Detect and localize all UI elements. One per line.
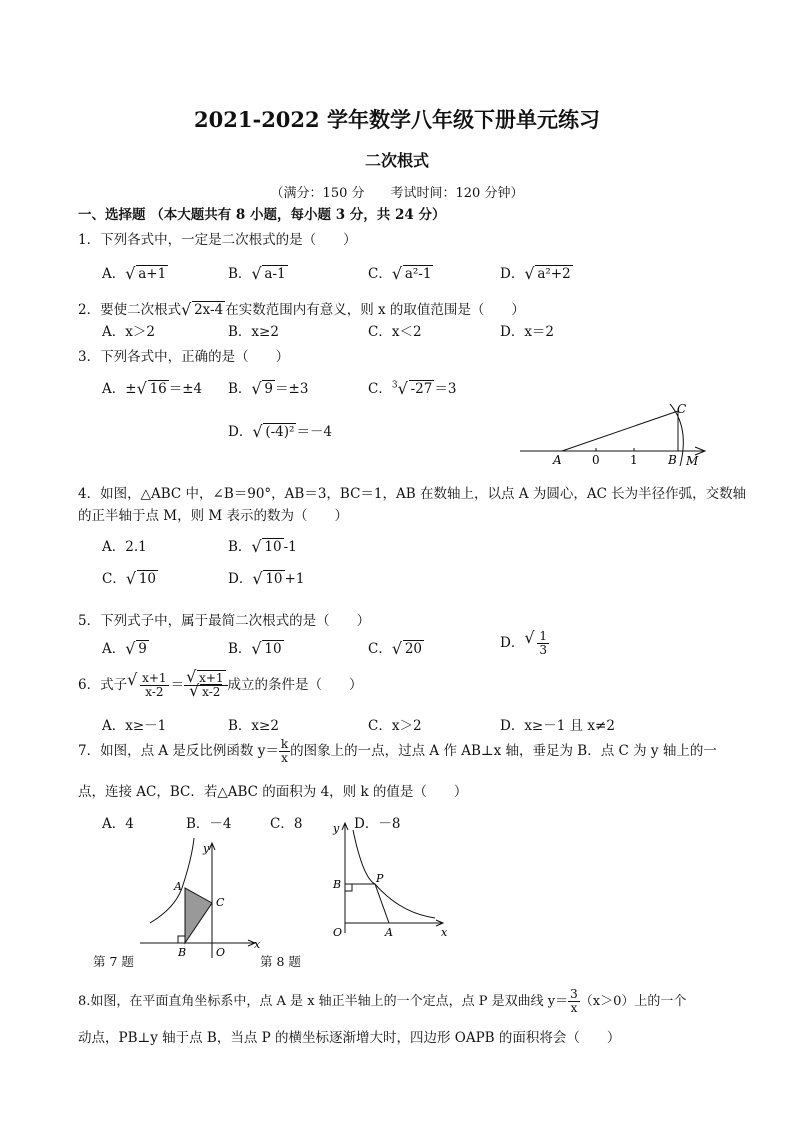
q1-option-a: A．√ a+1	[102, 262, 168, 282]
fig8-label-p: P	[376, 872, 384, 885]
segment-ac	[562, 411, 678, 451]
section-heading: 一、选择题 （本大题共有 8 小题，每小题 3 分，共 24 分）	[78, 207, 446, 223]
q6-stem: 6．式子 √ $\frac{x+1}{x-2}$ ＝ √ x+1 √ x-2 成立的条件是（ ）	[78, 672, 363, 699]
fig4-label-c: C	[677, 402, 687, 416]
fig4-label-0: 0	[592, 453, 600, 467]
fig8-label-o: O	[333, 926, 343, 939]
fig8-label-a: A	[385, 926, 393, 939]
q7-line2: 点，连接 AC，BC．若△ABC 的面积为 4，则 k 的值是（ ）	[78, 784, 468, 800]
q4-line1: 4．如图，△ABC 中，∠B＝90°，AB＝3，BC＝1，AB 在数轴上，以点 A 为圆心，AC 长为半径作弧，交数轴	[78, 486, 747, 502]
q3-stem: 3．下列各式中，正确的是（ ）	[78, 349, 290, 365]
fig8-caption: 第 8 题	[260, 954, 301, 969]
q6-option-a: A．x≥－1	[102, 718, 167, 734]
fig7-label-c: C	[216, 896, 225, 909]
q2-stem: 2．要使二次根式√ 2x-4 在实数范围内有意义，则 x 的取值范围是（ ）	[78, 298, 525, 318]
fig4-label-a: A	[553, 453, 562, 467]
fig4-label-b: B	[668, 453, 677, 467]
fig8-curve	[353, 830, 435, 918]
q4-line2: 的正半轴于点 M，则 M 表示的数为（ ）	[78, 508, 349, 524]
fig8	[325, 818, 455, 943]
fig7-label-b: B	[178, 946, 187, 959]
q7-option-b: B．－4	[186, 816, 232, 832]
q6-option-d: D．x≥－1 且 x≠2	[500, 718, 615, 734]
q2-option-d: D．x＝2	[500, 324, 555, 340]
q5-option-a: A．√ 9	[102, 637, 149, 657]
q8-line1: 8.如图，在平面直角坐标系中，点 A 是 x 轴正半轴上的一个定点，点 P 是双曲线 y＝ $\frac{3}{x}$ （x＞0）上的一个	[78, 987, 687, 1015]
q3-option-a: A．±√ 16 ＝±4	[102, 377, 202, 397]
fig7-label-o: O	[216, 946, 226, 959]
q1-option-c: C．√ a²-1	[368, 262, 433, 282]
q5-stem: 5．下列式子中，属于最简二次根式的是（ ）	[78, 613, 371, 629]
q3-option-b: B．√ 9 ＝±3	[228, 377, 308, 397]
exam-info: （满分：150 分 考试时间：120 分钟）	[270, 186, 524, 201]
q7-option-c: C．8	[270, 816, 303, 832]
q5-option-c: C．√ 20	[368, 637, 424, 657]
q4-option-d: D．√ 10 +1	[228, 567, 304, 587]
q5-option-b: B．√ 10	[228, 637, 284, 657]
fig7-triangle	[185, 888, 212, 943]
q7-line1: 7．如图，点 A 是反比例函数 y＝ $\frac{k}{x}$ 的图象上的一点，过点 A 作 AB⊥x 轴，垂足为 B．点 C 为 y 轴上的一	[78, 737, 717, 765]
fig8-label-x: x	[441, 926, 448, 939]
fig7-label-y: y	[203, 842, 210, 855]
q7-option-d: D．－8	[354, 816, 401, 832]
fig8-label-y: y	[333, 822, 340, 835]
q2-option-b: B．x≥2	[228, 324, 279, 340]
q4-option-b: B．√ 10 -1	[228, 535, 297, 555]
q8-line2: 动点，PB⊥y 轴于点 B，当点 P 的横坐标逐渐增大时，四边形 OAPB 的面积将会（ ）	[78, 1030, 621, 1046]
q3-option-c: C．$^3$√ -27 ＝3	[368, 377, 456, 397]
fig4-label-1: 1	[630, 453, 638, 467]
fig7	[140, 838, 270, 963]
q3-option-d: D．√ (-4)² ＝－4	[228, 420, 332, 440]
q1-stem: 1．下列各式中，一定是二次根式的是（ ）	[78, 232, 357, 248]
page-title: 2021-2022 学年数学八年级下册单元练习	[194, 107, 600, 132]
q2-option-c: C．x＜2	[368, 324, 422, 340]
q4-option-c: C．√ 10	[102, 567, 158, 587]
q2-option-a: A．x＞2	[102, 324, 155, 340]
q7-option-a: A．4	[102, 816, 134, 832]
fig7-caption: 第 7 题	[93, 954, 134, 969]
q4-figure	[520, 398, 710, 470]
q5-option-d: D． √ $\frac{1}{3}$	[500, 630, 551, 657]
fig8-label-b: B	[333, 878, 342, 891]
fig8-segment-pa	[375, 884, 389, 923]
fig7-label-a: A	[174, 880, 182, 893]
q4-option-a: A．2.1	[102, 539, 147, 555]
q1-option-d: D．√ a²+2	[500, 262, 573, 282]
fig4-label-m: M	[686, 454, 699, 468]
page-subtitle: 二次根式	[364, 151, 429, 170]
q6-option-b: B．x≥2	[228, 718, 279, 734]
fig7-label-x: x	[254, 938, 261, 951]
q1-option-b: B．√ a-1	[228, 262, 288, 282]
q6-option-c: C．x＞2	[368, 718, 422, 734]
